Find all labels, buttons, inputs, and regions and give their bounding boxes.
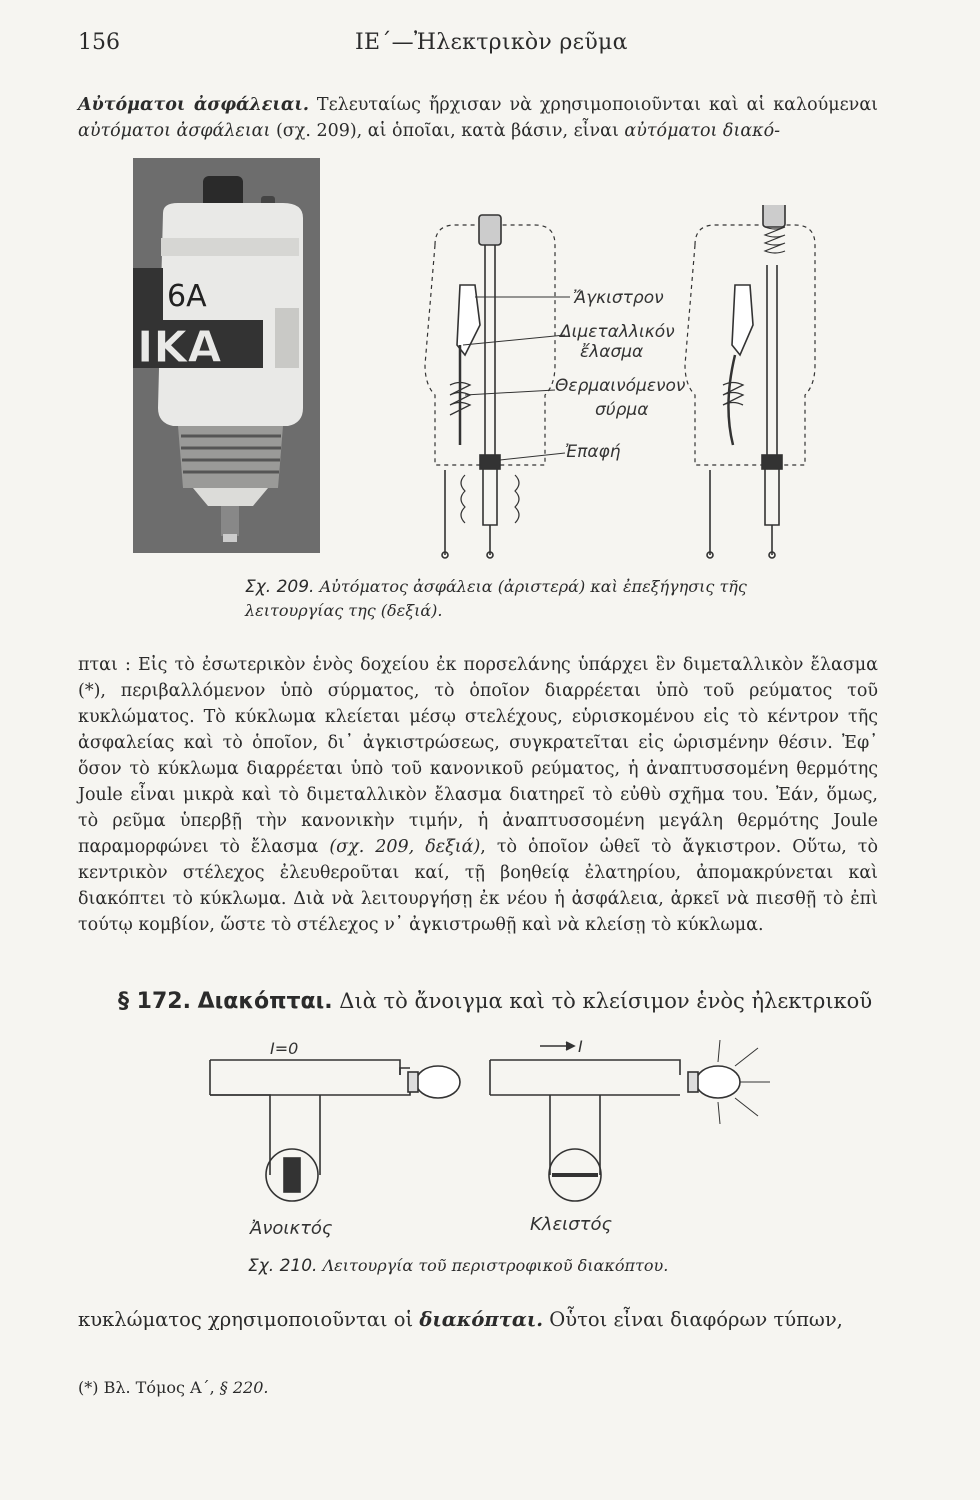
label-heating-2: σύρμα: [595, 400, 649, 420]
last-text-c: Οὗτοι εἶναι διαφόρων τύπων,: [543, 1308, 843, 1331]
last-text-a: κυκλώματος χρησιμοποιοῦνται οἱ: [78, 1308, 420, 1331]
fig209-caption-text: Αὐτόματος ἀσφάλεια (ἀριστερά) καὶ ἐπεξήγησις τῆς λειτουργίας της (δεξιά).: [245, 577, 747, 620]
label-hook: Ἄγκιστρον: [573, 288, 664, 308]
body-paragraph: [78, 652, 878, 938]
fig210-caption-label: Σχ. 210.: [248, 1256, 318, 1276]
current-zero-label: I=0: [270, 1040, 299, 1058]
last-text-b: διακόπται.: [419, 1308, 544, 1331]
switch-circuit-diagram: [180, 1040, 800, 1250]
running-head: ΙΕ΄—Ἠλεκτρικὸν ρεῦμα: [355, 30, 628, 55]
label-open: Ἀνοικτός: [250, 1218, 333, 1239]
body-text-1: πται : Εἰς τὸ ἐσωτερικὸν ἑνὸς δοχείου ἐκ πορσελάνης ὑπάρχει ἓν διμεταλλικὸν ἔλασμα (*), περιβαλλόμενον ὑπὸ σύρματος, τὸ ὁποῖον διαρρέεται ὑπὸ τοῦ ρεύματος τοῦ κυκλώματος. Τὸ κύκλωμα κλείεται μέσῳ στελέχους, εὑρισκομένου εἰς τὸ κέντρον τῆς ἀσφαλείας καὶ τὸ ὁποῖον, δι᾽ ἀγκιστρώσεως, συγκρατεῖται εἰς ὡρισμένην θέσιν. Ἐφ᾽ ὅσον τὸ κύκλωμα διαρρέεται ὑπὸ τοῦ κανονικοῦ ρεύματος, ἡ ἀναπτυσσομένη θερμότης Joule εἶναι μικρὰ καὶ τὸ διμεταλλικὸν ἔλασμα διατηρεῖ τὸ εὐθὺ σχῆμα του. Ἐάν, ὅμως, τὸ ρεῦμα ὑπερβῇ τὴν κανονικὴν τιμήν, ἡ ἀναπτυσσομένη μεγάλη θερμότης Joule παραμορφώνει τὸ ἔλασμα: [78, 655, 878, 857]
fig210-caption-text: Λειτουργία τοῦ περιστροφικοῦ διακόπτου.: [322, 1256, 669, 1275]
intro-text-c: (σχ. 209), αἱ ὁποῖαι, κατὰ βάσιν, εἶναι: [270, 121, 625, 141]
section-title: Διακόπται.: [197, 989, 333, 1014]
fig209-caption-label: Σχ. 209.: [245, 577, 315, 597]
section-number: § 172.: [118, 989, 191, 1014]
intro-paragraph: [78, 92, 878, 144]
label-contact: Ἐπαφή: [565, 442, 621, 462]
intro-text-a: Τελευταίως ἤρχισαν νὰ χρησιμοποιοῦνται καὶ αἱ καλούμεναι: [308, 95, 878, 115]
section-text: Διὰ τὸ ἄνοιγμα καὶ τὸ κλείσιμον ἑνὸς ἠλεκτρικοῦ: [339, 989, 873, 1013]
footnote-ref: § 220.: [219, 1378, 269, 1397]
intro-lead: Αὐτόματοι ἀσφάλειαι.: [78, 95, 309, 115]
body-text-2: , τὸ ὁποῖον ὠθεῖ τὸ ἄγκιστρον. Οὕτω, τὸ κεντρικὸν στέλεχος ἐλευθεροῦται καί, τῇ βοηθείᾳ ἐλατηρίου, ἀπομακρύνεται καὶ διακόπτει τὸ κύκλωμα. Διὰ νὰ λειτουργήσῃ ἐκ νέου ἡ ἀσφάλεια, ἀρκεῖ νὰ πιεσθῇ τὸ ἐπὶ τούτῳ κομβίον, ὥστε τὸ στέλεχος ν᾽ ἀγκιστρωθῇ καὶ νὰ κλείσῃ τὸ κύκλωμα.: [78, 837, 878, 935]
label-bimetal-1: Διμεταλλικόν: [560, 322, 675, 342]
page-number: 156: [78, 30, 120, 55]
photo-brand-label: IKA: [137, 322, 222, 373]
intro-italic-b: αὐτόματοι ἀσφάλειαι: [78, 121, 271, 141]
intro-italic-d: αὐτόματοι διακό-: [624, 121, 781, 141]
label-heating-1: Θερμαινόμενον: [555, 376, 686, 396]
fuse-mechanism-diagram: [405, 205, 835, 565]
fig209-caption: [245, 575, 785, 623]
footnote: [78, 1378, 268, 1397]
fig210-caption: [248, 1256, 668, 1276]
footnote-mark: (*) Βλ. Τόμος Α΄,: [78, 1378, 220, 1397]
section-heading: [118, 986, 888, 1017]
fuse-photo: [133, 158, 320, 553]
label-closed: Κλειστός: [530, 1214, 613, 1235]
current-arrow-label: I: [578, 1040, 583, 1056]
body-figure-ref: (σχ. 209, δεξιά): [329, 837, 481, 857]
last-paragraph: [78, 1306, 878, 1334]
label-bimetal-2: ἔλασμα: [580, 342, 644, 362]
photo-rating-label: 6A: [167, 279, 207, 314]
